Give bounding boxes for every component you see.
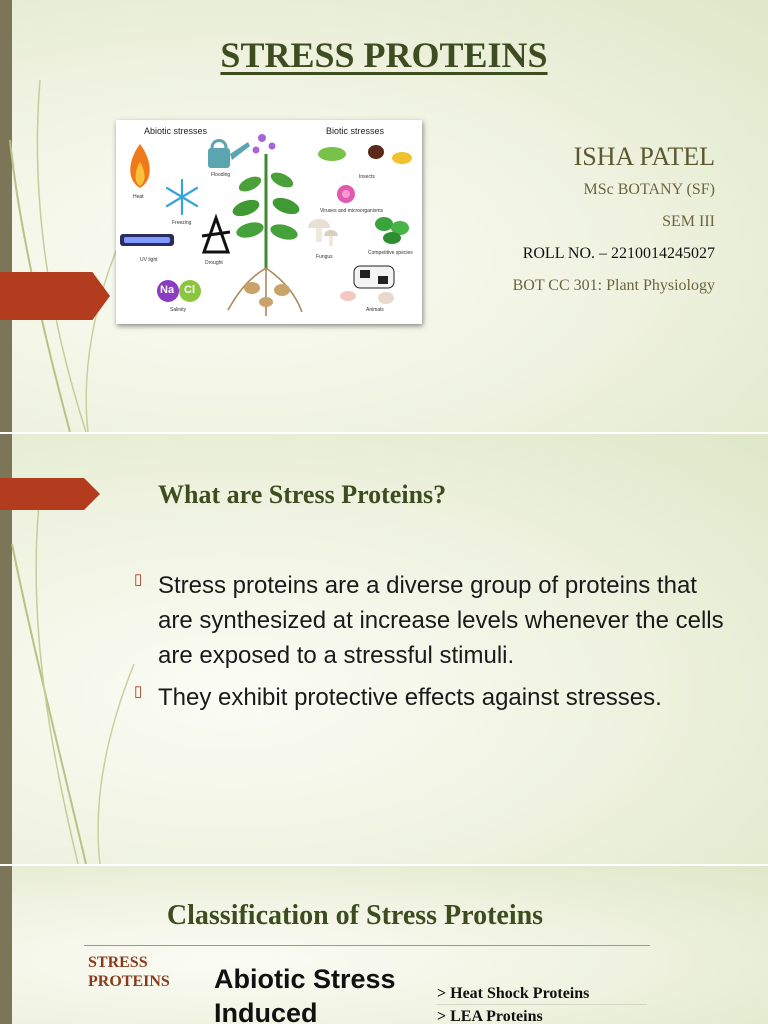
author-block [513,140,715,302]
divider [84,945,650,946]
uv-lamp-icon [120,234,174,246]
virus-icon [337,185,355,203]
definition-list [134,568,724,722]
list-item: > Heat Shock Proteins [437,984,647,1005]
slide-definition [0,434,768,864]
drought-icon [202,218,230,252]
uv-light-label: UV light [140,257,158,263]
author-roll-number: ROLL NO. – 2210014245027 [522,245,715,262]
stress-types-figure [116,120,422,324]
bullet-text: They exhibit protective effects against stresses. [158,684,662,711]
competitive-species-label: Competitive species [368,250,413,256]
bullet-text: Stress proteins are a diverse group of proteins that are synthesized at increase levels whenever the cells are exposed to a stressful stimuli. [158,572,724,669]
author-degree: MSc BOTANY (SF) [583,181,715,198]
list-item: > LEA Proteins [437,1007,647,1024]
biotic-heading: Biotic stresses [326,126,385,136]
section-title: What are Stress Proteins? [158,480,447,509]
list-item [134,568,724,673]
animals-label: Animals [366,307,384,313]
salinity-label: Salinity [170,307,187,313]
slide-classification [0,866,768,1024]
flame-icon [130,144,150,188]
list-item [134,680,724,715]
slide-arrow-tab [0,478,100,510]
slide-title [0,0,768,432]
insects-label: Insects [359,174,375,180]
watering-can-icon [208,141,250,169]
course-code: BOT CC 301: Plant Physiology [512,277,715,294]
competitive-species-icon [375,217,409,244]
snowflake-icon [167,180,197,214]
abiotic-heading: Abiotic stresses [144,126,208,136]
slide-arrow-tab [0,272,110,320]
freezing-label: Freezing [172,220,192,226]
flooding-label: Flooding [211,172,231,178]
fungus-label: Fungus [316,254,333,260]
bullet-icon: ▯ [134,683,143,700]
presentation-title: STRESS PROTEINS [220,35,548,75]
label-line: STRESS [88,954,148,971]
drought-label: Drought [205,260,223,266]
fungus-icon [308,219,338,246]
heat-label: Heat [133,194,144,200]
protein-type-list [437,984,647,1024]
section-title: Classification of Stress Proteins [166,900,544,931]
label-line: PROTEINS [88,973,170,990]
plant-icon [228,134,302,316]
chloride-symbol: Cl [184,284,195,296]
category-line: Induced [214,998,318,1024]
category-heading [214,962,396,1024]
author-semester: SEM III [662,213,715,230]
left-accent-bar [0,866,12,1024]
bullet-icon: ▯ [134,571,143,588]
author-name: ISHA PATEL [573,142,715,171]
category-line: Abiotic Stress [214,964,396,994]
stress-proteins-label [88,953,170,991]
sodium-symbol: Na [160,284,175,296]
animals-icon [340,266,394,304]
viruses-label: Viruses and microorganisms [320,208,383,214]
insects-icon [318,145,412,164]
